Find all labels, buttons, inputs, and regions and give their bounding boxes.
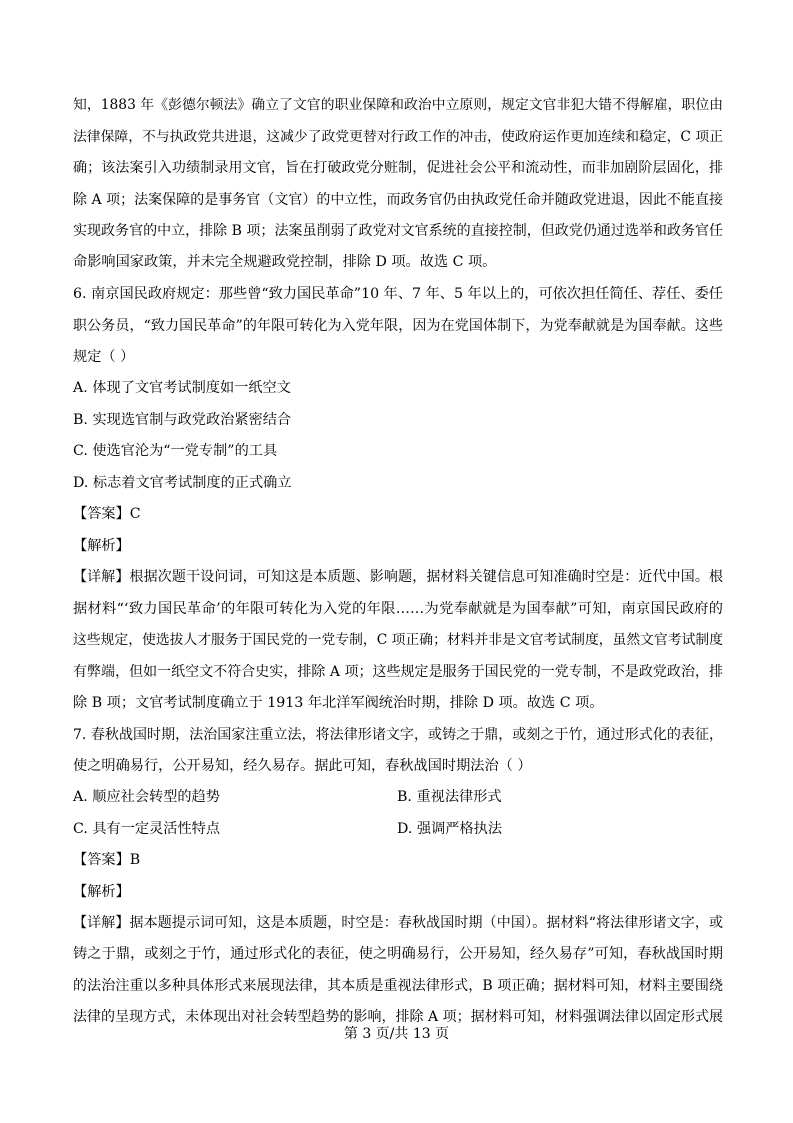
intro-line: 确；该法案引入功绩制录用文官，旨在打破政党分赃制，促进社会公平和流动性，而非加剧阶层固化，排 — [73, 160, 723, 176]
q6-option-d: D. 标志着文官考试制度的正式确立 — [73, 475, 292, 491]
q7-detail-line: 【详解】据本题提示词可知，这是本质题，时空是：春秋战国时期（中国）。据材料“将法律形诸文字，或 — [73, 915, 723, 931]
q6-detail-line: 有弊端，但如一纸空文不符合史实，排除 A 项；这些规定是服务于国民党的一党专制，不是政党政治，排 — [73, 664, 723, 680]
q6-detail-line: 这些规定，使选拔人才服务于国民党的一党专制，C 项正确；材料并非是文官考试制度，虽然文官考试制度 — [73, 632, 723, 648]
q6-analysis-tag: 【解析】 — [73, 538, 130, 554]
intro-line: 知，1883 年《彭德尔顿法》确立了文官的职业保障和政治中立原则，规定文官非犯大错不得解雇，职位由 — [73, 97, 723, 113]
q6-option-c: C. 使选官沦为“一党专制”的工具 — [73, 443, 278, 459]
q7-option-c: C. 具有一定灵活性特点 — [73, 821, 221, 837]
q6-option-a: A. 体现了文官考试制度如一纸空文 — [73, 380, 291, 396]
q7-option-b: B. 重视法律形式 — [397, 789, 502, 805]
q6-detail-line: 【详解】根据次题干设问词，可知这是本质题、影响题，据材料关键信息可知准确时空是：近代中国。根 — [73, 569, 723, 585]
page-number-footer: 第 3 页/共 13 页 — [343, 1026, 450, 1042]
q6-answer: 【答案】C — [73, 506, 141, 522]
q6-stem-line: 规定（ ） — [73, 349, 135, 365]
q7-detail-line: 铸之于鼎，或刻之于竹，通过形式化的表征，使之明确易行，公开易知，经久易存”可知，春秋战国时期 — [73, 946, 723, 962]
q7-stem-line: 7. 春秋战国时期，法治国家注重立法，将法律形诸文字，或铸之于鼎，或刻之于竹，通过形式化的表征， — [73, 727, 723, 743]
q7-analysis-tag: 【解析】 — [73, 884, 130, 900]
q7-option-a: A. 顺应社会转型的趋势 — [73, 789, 220, 805]
q7-detail-line: 的法治注重以多种具体形式来展现法律，其本质是重视法律形式，B 项正确；据材料可知，材料主要围绕 — [73, 978, 723, 994]
q7-stem-line: 使之明确易行，公开易知，经久易存。据此可知，春秋战国时期法治（ ） — [73, 758, 532, 774]
intro-line: 除 A 项；法案保障的是事务官（文官）的中立性，而政务官仍由执政党任命并随政党进退，因此不能直接 — [73, 192, 723, 208]
q6-stem-line: 职公务员，“致力国民革命”的年限可转化为入党年限，因为在党国体制下，为党奉献就是为国奉献。这些 — [73, 318, 723, 334]
q6-stem-line: 6. 南京国民政府规定：那些曾“致力国民革命”10 年、7 年、5 年以上的，可依次担任简任、荐任、委任 — [73, 286, 723, 302]
q7-answer: 【答案】B — [73, 852, 141, 868]
intro-line: 法律保障，不与执政党共进退，这减少了政党更替对行政工作的冲击，使政府运作更加连续和稳定，C 项正 — [73, 129, 723, 145]
q7-detail-line: 法律的呈现方式，未体现出对社会转型趋势的影响，排除 A 项；据材料可知，材料强调法律以固定形式展 — [73, 1009, 723, 1025]
q6-detail-line: 除 B 项；文官考试制度确立于 1913 年北洋军阀统治时期，排除 D 项。故选 C 项。 — [73, 695, 604, 711]
q6-option-b: B. 实现选官制与政党政治紧密结合 — [73, 412, 292, 428]
intro-line: 实现政务官的中立，排除 B 项；法案虽削弱了政党对文官系统的直接控制，但政党仍通过选举和政务官任 — [73, 223, 723, 239]
q6-detail-line: 据材料“‘致力国民革命’的年限可转化为入党的年限……为党奉献就是为国奉献”可知，南京国民政府的 — [73, 601, 723, 617]
intro-line: 命影响国家政策，并未完全规避政党控制，排除 D 项。故选 C 项。 — [73, 254, 497, 270]
q7-option-d: D. 强调严格执法 — [397, 821, 503, 837]
